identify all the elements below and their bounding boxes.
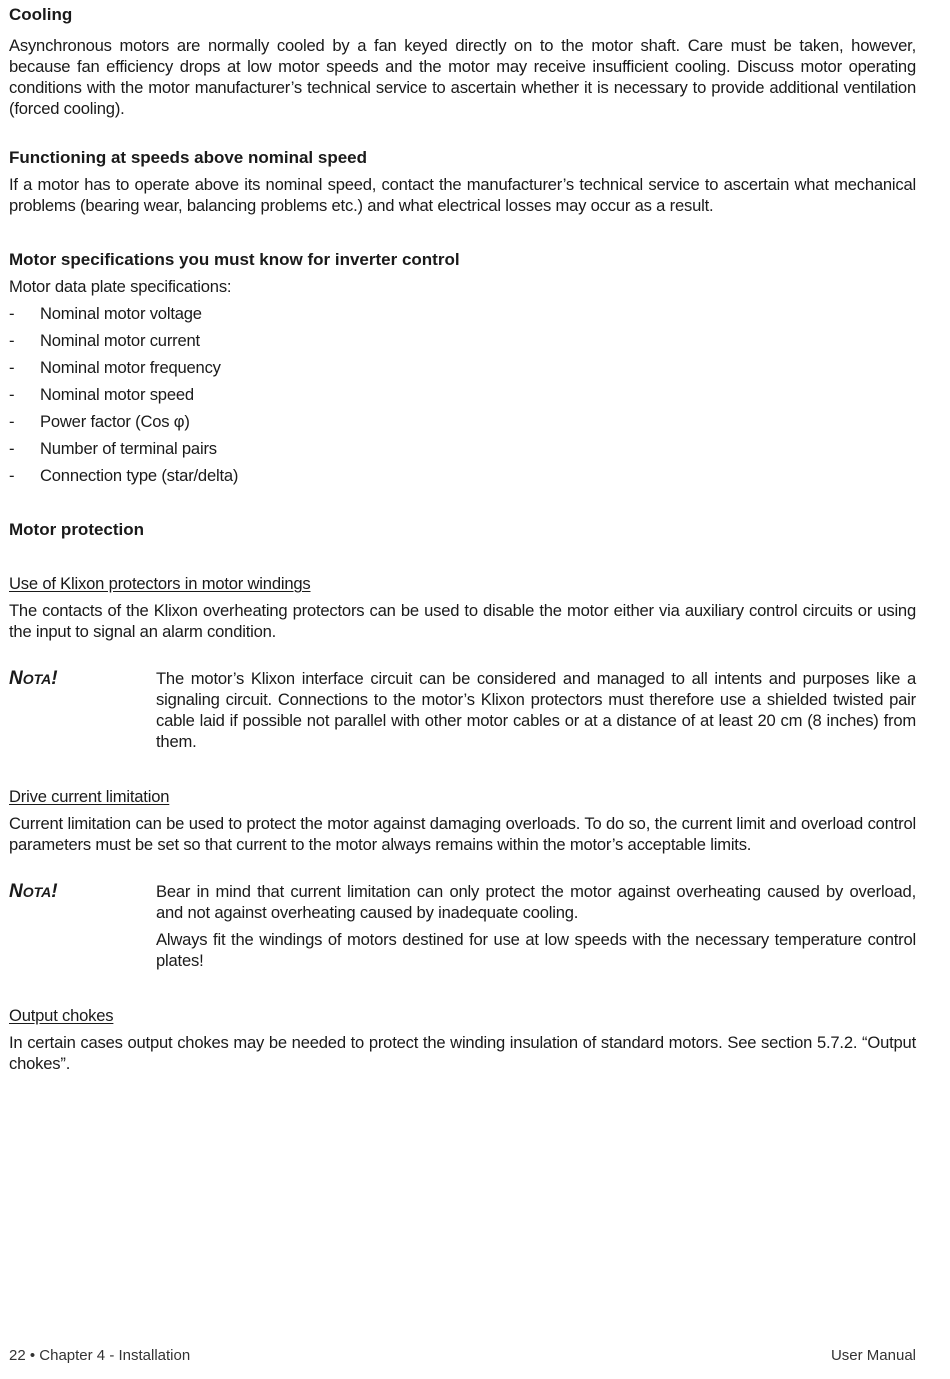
chokes-subheading: Output chokes [9,1006,114,1025]
current-limit-note-text-2: Always fit the windings of motors destined for use at low speeds with the necessary temperature control plates! [156,930,916,970]
list-item-text: Nominal motor voltage [40,304,202,323]
list-dash: - [9,466,15,485]
list-item [9,384,916,411]
section-above-nominal [9,147,916,216]
note-label-rest: OTA [22,884,52,900]
section-specs [9,249,916,492]
list-item [9,411,916,438]
page-footer [9,1347,916,1365]
cooling-heading: Cooling [9,5,73,24]
list-item-text: Nominal motor frequency [40,358,221,377]
note-label [9,881,58,903]
note-label-mark: ! [51,881,58,902]
klixon-subheading: Use of Klixon protectors in motor windings [9,574,311,593]
note-label-initial: N [9,881,23,902]
current-limit-note [9,881,916,971]
list-item [9,438,916,465]
list-dash: - [9,439,15,458]
note-body [156,881,916,971]
specs-heading: Motor specifications you must know for inverter control [9,250,460,269]
specs-intro: Motor data plate specifications: [9,277,232,296]
footer-page-info: 22 • Chapter 4 - Installation [9,1347,191,1364]
note-body [156,668,916,752]
list-item-text: Connection type (star/delta) [40,466,239,485]
note-label [9,668,58,690]
note-label-mark: ! [51,668,58,689]
list-dash: - [9,304,15,323]
klixon-note-text: The motor’s Klixon interface circuit can be considered and managed to all intents and purposes like a signaling circuit. Connections to the motor’s Klixon protectors must therefore use a shielded twisted pair cable laid if possible not parallel with other motor cables or at a distance of at least 20 cm (8 inches) from them. [156,669,916,751]
note-label-initial: N [9,668,23,689]
list-dash: - [9,358,15,377]
list-item [9,303,916,330]
section-current-limit [9,786,916,855]
specs-list [9,303,916,492]
protection-heading: Motor protection [9,520,145,539]
section-klixon [9,573,916,642]
list-dash: - [9,385,15,404]
list-dash: - [9,412,15,431]
section-cooling [9,4,916,119]
current-limit-body: Current limitation can be used to protect the motor against damaging overloads. To do so, the current limit and overload control parameters must be set so that current to the motor always remains within the motor’s acceptable limits. [9,814,916,854]
current-limit-subheading: Drive current limitation [9,787,170,806]
cooling-body: Asynchronous motors are normally cooled by a fan keyed directly on to the motor shaft. Care must be taken, however, because fan efficiency drops at low motor speeds and the motor may receive insufficient cooling. Discuss motor operating conditions with the motor manufacturer’s technical service to ascertain whether it is necessary to provide additional ventilation (forced cooling). [9,36,916,118]
list-item-text: Number of terminal pairs [40,439,217,458]
current-limit-note-text-1: Bear in mind that current limitation can only protect the motor against overheating caused by overload, and not against overheating caused by inadequate cooling. [156,882,916,922]
section-chokes [9,1005,916,1074]
footer-manual-title: User Manual [830,1347,916,1364]
klixon-body: The contacts of the Klixon overheating protectors can be used to disable the motor either via auxiliary control circuits or using the input to signal an alarm condition. [9,601,916,641]
list-dash: - [9,331,15,350]
list-item-text: Power factor (Cos φ) [40,412,190,431]
klixon-note [9,668,916,752]
list-item-text: Nominal motor current [40,331,200,350]
above-nominal-heading: Functioning at speeds above nominal speed [9,148,368,167]
list-item-text: Nominal motor speed [40,385,194,404]
note-label-rest: OTA [22,671,52,687]
list-item [9,465,916,492]
chokes-body: In certain cases output chokes may be needed to protect the winding insulation of standard motors. See section 5.7.2. “Output chokes”. [9,1033,916,1073]
above-nominal-body: If a motor has to operate above its nominal speed, contact the manufacturer’s technical service to ascertain what mechanical problems (bearing wear, balancing problems etc.) and what electrical losses may occur as a result. [9,175,916,215]
list-item [9,330,916,357]
list-item [9,357,916,384]
